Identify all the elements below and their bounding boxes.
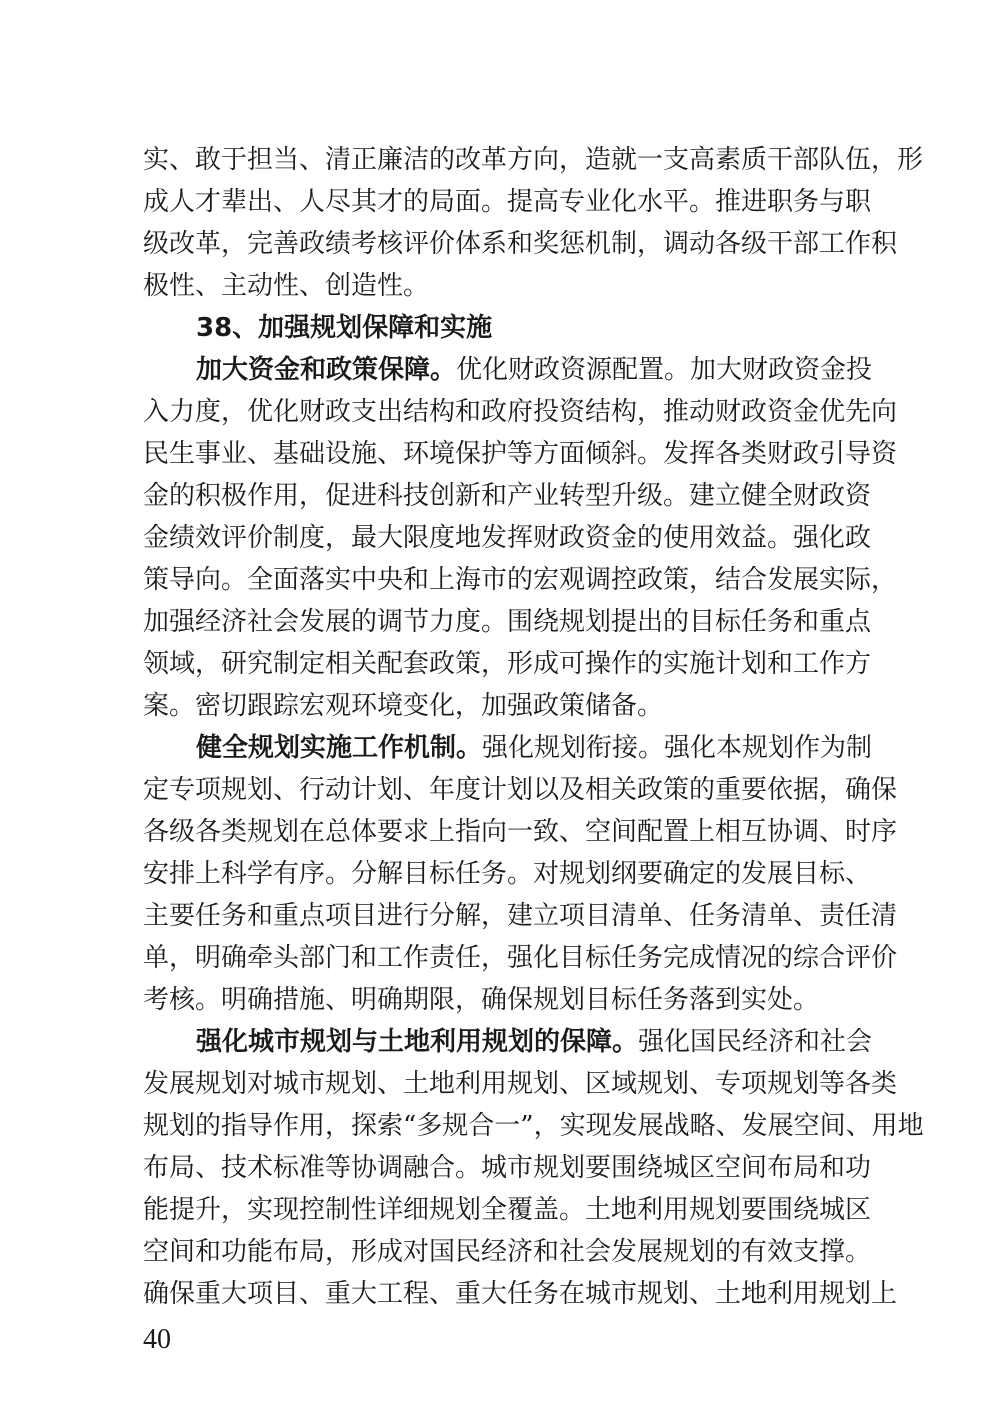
paragraph-first-line	[196, 730, 873, 766]
text-line: 各级各类规划在总体要求上指向一致、空间配置上相互协调、时序	[143, 817, 898, 847]
paragraph-first-line	[196, 1024, 873, 1060]
text-line: 加强经济社会发展的调节力度。围绕规划提出的目标任务和重点	[143, 607, 872, 637]
paragraph-lead: 健全规划实施工作机制。	[196, 733, 483, 763]
text-line: 布局、技术标准等协调融合。城市规划要围绕城区空间布局和功	[143, 1153, 872, 1183]
text-line: 能提升，实现控制性详细规划全覆盖。土地利用规划要围绕城区	[143, 1195, 872, 1225]
paragraph-lead: 强化城市规划与土地利用规划的保障。	[196, 1027, 639, 1057]
paragraph-first-line	[196, 352, 873, 388]
text-line: 考核。明确措施、明确期限，确保规划目标任务落到实处。	[143, 985, 820, 1015]
paragraph-text: 强化国民经济和社会	[638, 1027, 873, 1057]
page-number: 40	[143, 1324, 171, 1355]
text-line: 定专项规划、行动计划、年度计划以及相关政策的重要依据，确保	[143, 775, 898, 805]
text-line: 领域，研究制定相关配套政策，形成可操作的实施计划和工作方	[143, 649, 872, 679]
text-line: 安排上科学有序。分解目标任务。对规划纲要确定的发展目标、	[143, 859, 872, 889]
section-heading: 38、加强规划保障和实施	[196, 313, 493, 343]
text-line: 金绩效评价制度，最大限度地发挥财政资金的使用效益。强化政	[143, 523, 872, 553]
text-line: 空间和功能布局，形成对国民经济和社会发展规划的有效支撑。	[143, 1237, 872, 1267]
paragraph-text: 优化财政资源配置。加大财政资金投	[456, 355, 873, 385]
paragraph-lead: 加大资金和政策保障。	[196, 355, 457, 385]
text-line: 成人才辈出、人尽其才的局面。提高专业化水平。推进职务与职	[143, 187, 872, 217]
text-line: 级改革，完善政绩考核评价体系和奖惩机制，调动各级干部工作积	[143, 229, 898, 259]
text-line: 发展规划对城市规划、土地利用规划、区域规划、专项规划等各类	[143, 1069, 898, 1099]
text-line: 金的积极作用，促进科技创新和产业转型升级。建立健全财政资	[143, 481, 872, 511]
text-line: 策导向。全面落实中央和上海市的宏观调控政策，结合发展实际，	[143, 565, 898, 595]
text-line: 主要任务和重点项目进行分解，建立项目清单、任务清单、责任清	[143, 901, 898, 931]
text-line: 确保重大项目、重大工程、重大任务在城市规划、土地利用规划上	[143, 1279, 898, 1309]
text-line: 规划的指导作用，探索“多规合一”，实现发展战略、发展空间、用地	[143, 1111, 924, 1141]
text-line: 实、敢于担当、清正廉洁的改革方向，造就一支高素质干部队伍，形	[143, 145, 924, 175]
text-line: 单，明确牵头部门和工作责任，强化目标任务完成情况的综合评价	[143, 943, 898, 973]
text-line: 入力度，优化财政支出结构和政府投资结构，推动财政资金优先向	[143, 397, 898, 427]
text-line: 民生事业、基础设施、环境保护等方面倾斜。发挥各类财政引导资	[143, 439, 898, 469]
text-line: 极性、主动性、创造性。	[143, 271, 430, 301]
paragraph-text: 强化规划衔接。强化本规划作为制	[482, 733, 873, 763]
text-line: 案。密切跟踪宏观环境变化，加强政策储备。	[143, 691, 664, 721]
